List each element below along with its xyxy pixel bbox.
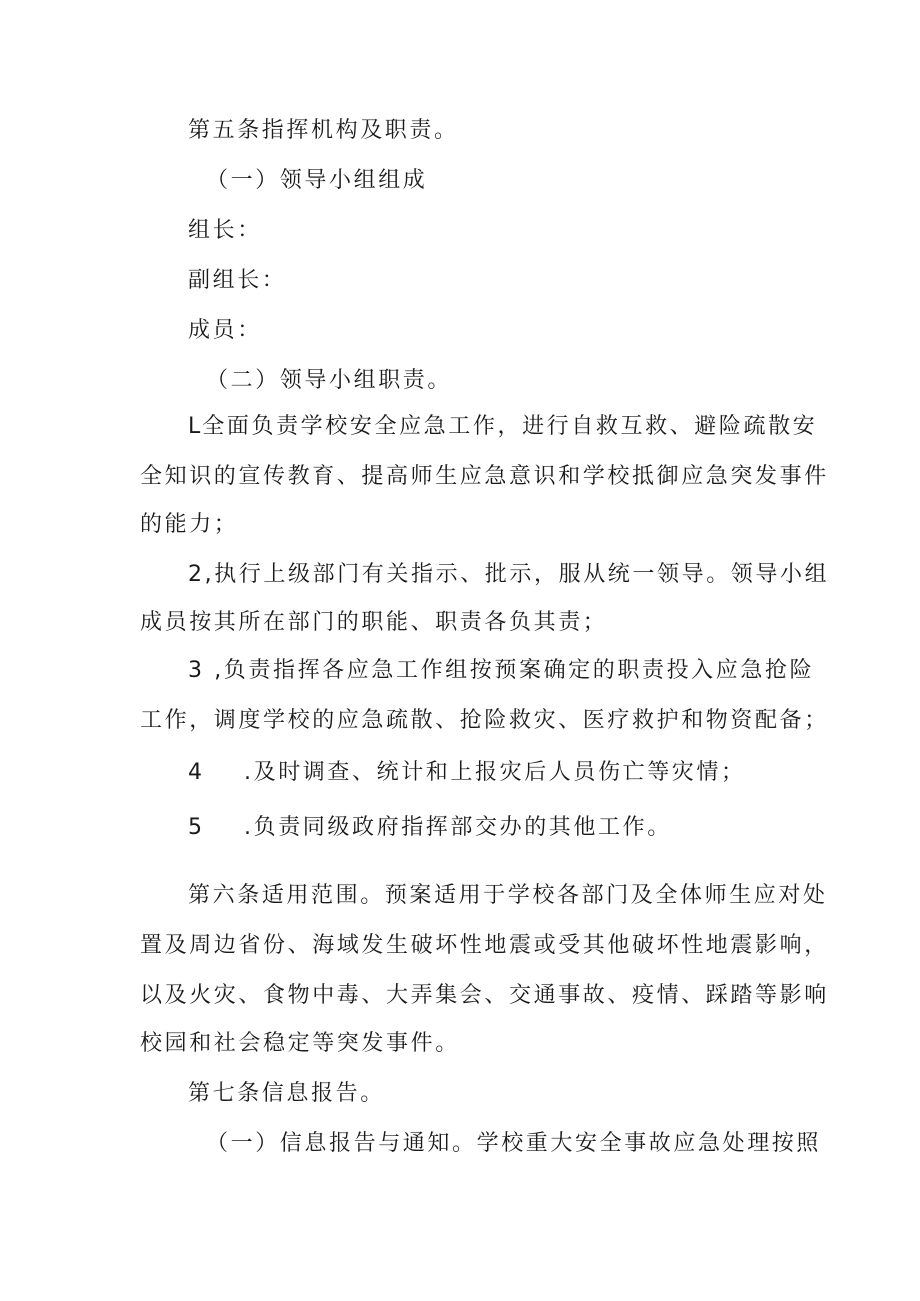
duty-4-number: 4	[188, 760, 202, 785]
duty-5-number: 5	[188, 815, 202, 840]
deputy-leader-label: 副组长：	[188, 268, 287, 293]
duty-1-line-1	[188, 412, 848, 442]
duty-5-text: .负责同级政府指挥部交办的其他工作。	[244, 815, 672, 840]
duty-4-line	[188, 758, 848, 788]
duty-1-number: L	[188, 414, 201, 439]
article-6-line-1: 第六条适用范围。预案适用于学校各部门及全体师生应对处	[188, 883, 828, 908]
duty-1-line-2: 全知识的宣传教育、提高师生应急意识和学校抵御应急突发事件	[140, 464, 829, 489]
duty-2-line-1: 2,执行上级部门有关指示、批示，服从统一领导。领导小组	[188, 562, 830, 587]
duty-3-line-2: 工作，调度学校的应急疏散、抢险救灾、医疗救护和物资配备；	[140, 708, 829, 733]
leader-label: 组长：	[188, 218, 262, 243]
article-5-title: 第五条指挥机构及职责。	[188, 118, 459, 143]
group-duties-heading: （二）领导小组职责。	[206, 368, 453, 393]
article-6-line-2: 置及周边省份、海域发生破坏性地震或受其他破坏性地震影响，	[140, 933, 829, 958]
members-label: 成员：	[188, 318, 262, 343]
article-6-line-3: 以及火灾、食物中毒、大弄集会、交通事故、疫情、踩踏等影响	[140, 983, 829, 1008]
duty-1-text: 全面负责学校安全应急工作，进行自救互救、避险疏散安	[202, 414, 818, 439]
duty-5-line	[188, 813, 848, 843]
group-composition-heading: （一）领导小组组成	[206, 168, 428, 193]
duty-1-line-3: 的能力；	[140, 512, 239, 537]
duty-2-line-2: 成员按其所在部门的职能、职责各负其责；	[140, 610, 608, 635]
info-report-line: （一）信息报告与通知。学校重大安全事故应急处理按照	[206, 1131, 822, 1156]
article-6-line-4: 校园和社会稳定等突发事件。	[140, 1031, 460, 1056]
article-7-title: 第七条信息报告。	[188, 1081, 385, 1106]
duty-4-text: .及时调查、统计和上报灾后人员伤亡等灾情；	[244, 760, 746, 785]
duty-3-line-1: 3 ,负责指挥各应急工作组按预案确定的职责投入应急抢险	[188, 658, 815, 683]
